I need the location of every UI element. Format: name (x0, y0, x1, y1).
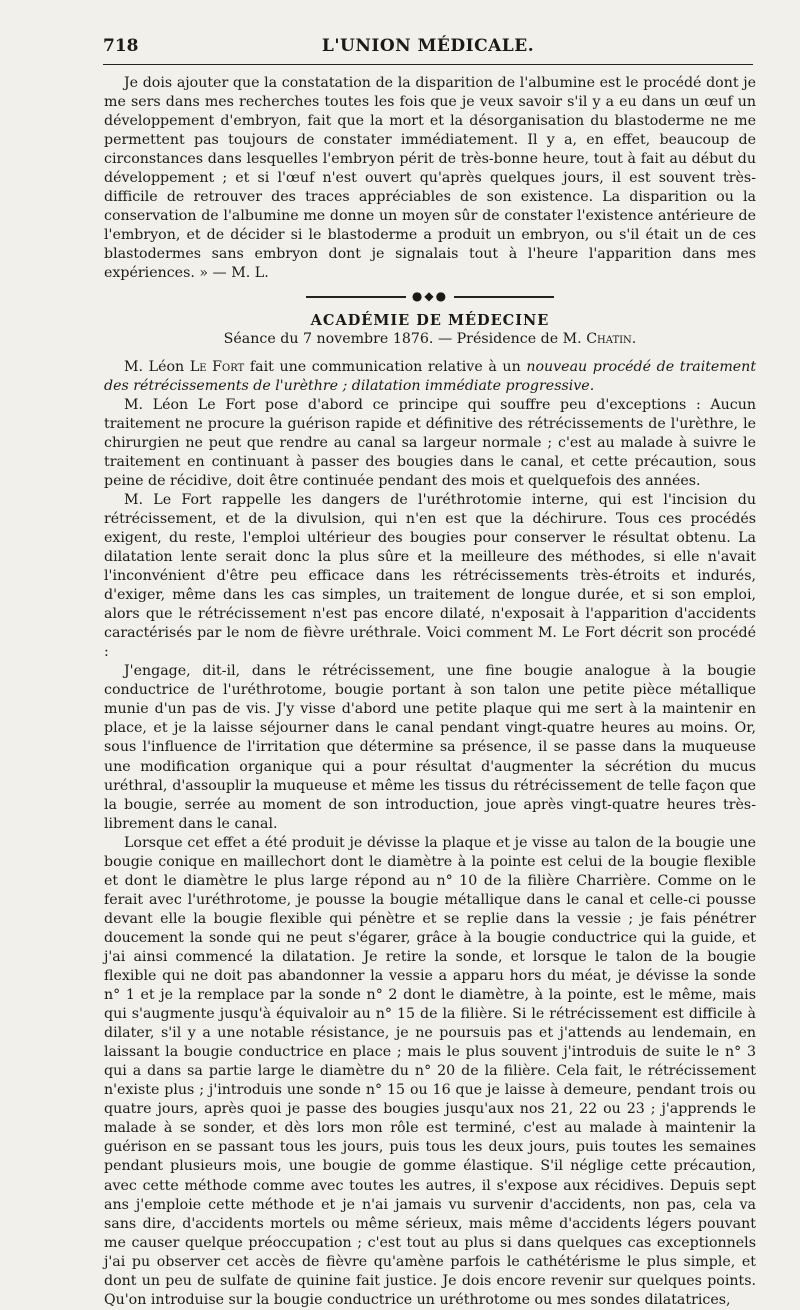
president-name: Chatin. (586, 330, 637, 347)
paragraph-procedure: J'engage, dit-il, dans le rétrécissement, une fine bougie analogue à la bougie conductrice de l'uréthrotome, bougie portant à son talon une petite pièce métallique munie d'un pas de vis. J'y visse d'abord une petite plaque qui me sert à la maintenir en place, et je la laisse séjourner dans le canal pendant vingt-quatre heures au moins. Or, sous l'influence de l'irritation que détermine sa présence, il se passe dans la muqueuse une modification organique qui a pour résultat d'augmenter la sécrétion du mucus uréthral, d'assouplir la muqueuse et même les tissus du rétrécissement de telle façon que la bougie, serrée au moment de son introduction, joue après vingt-quatre heures très-librement dans le canal. (104, 663, 756, 832)
paragraph-dangers: M. Le Fort rappelle les dangers de l'uréthrotomie interne, qui est l'incision du rétrécissement, et de la divulsion, qui n'en est que la déchirure. Tous ces procédés exigent, du reste, l'emploi ultérieur des bougies pour conserver le résultat obtenu. La dilatation lente serait donc la plus sûre et la meilleure des méthodes, si elle n'avait l'inconvénient d'être peu efficace dans les rétrécissements très-étroits et indurés, d'exiger, même dans les cas simples, un traitement de longue durée, et si son emploi, alors que le rétrécissement n'est pas encore dilaté, n'exposait à l'apparition d'accidents caractérisés par le nom de fièvre uréthrale. Voici comment M. Le Fort décrit son procédé : (104, 491, 756, 661)
page-header (103, 32, 753, 66)
seance-line (104, 330, 756, 349)
section-title: ACADÉMIE DE MÉDECINE (310, 311, 550, 329)
communication-author: Le Fort (189, 358, 245, 375)
paragraph-dilatation: Lorsque cet effet a été produit je dévisse la plaque et je visse au talon de la bougie une bougie conique en maillechort dont le diamètre à la pointe est celui de la bougie flexible et dont le diamètre le plus large répond au n° 10 de la filière Charrière. Comme on le ferait avec l'uréthrotome, je pousse la bougie métallique dans le canal et celle-ci pousse devant elle la bougie flexible qui pénètre et se replie dans la vessie ; je fais pénétrer doucement la sonde qui ne peut s'égarer, grâce à la bougie conductrice qui la guide, et j'ai ainsi commencé la dilatation. Je retire la sonde, et lorsque le talon de la bougie flexible qui ne doit pas abandonner la vessie a apparu hors du méat, je dévisse la sonde n° 1 et je la remplace par la sonde n° 2 dont le diamètre, à la pointe, est le même, mais qui s'augmente jusqu'à équivaloir au n° 15 de la filière. Si le rétrécissement est difficile à dilater, s'il y a une notable résistance, je ne poursuis pas et j'attends au lendemain, en laissant la bougie conductrice en place ; mais le plus souvent j'introduis de suite le n° 3 qui a dans sa partie large le diamètre du n° 20 de la filière. Cela fait, le rétrécissement n'existe plus ; j'introduis une sonde n° 15 ou 16 que je laisse à demeure, pendant trois ou quatre jours, après quoi je passe des bougies jusqu'aux nos 21, 22 ou 23 ; j'apprends le malade à se sonder, et dès lors mon rôle est terminé, c'est au malade à maintenir la guérison en se passant tous les jours, puis tous les deux jours, puis toutes les semaines pendant plusieurs mois, une bougie de gomme élastique. S'il néglige cette précaution, avec cette méthode comme avec toutes les autres, il s'expose aux récidives. Depuis sept ans j'emploie cette méthode et je n'ai jamais vu survenir d'accidents, non pas, cela va sans dire, d'accidents mortels ou même sérieux, mais même d'accidents légers pouvant me causer quelque préoccupation ; c'est tout au plus si dans quelques cas exceptionnels j'ai pu observer cet accès de fièvre qu'amène parfois le cathétérisme le plus simple, et dont un peu de sulfate de quinine fait justice. Je dois encore revenir sur quelques points. Qu'on introduise sur la bougie conductrice un uréthrotome ou mes sondes dilatatrices, (104, 834, 756, 1308)
ornament-dots: ●◆● (411, 289, 449, 304)
ornament-line-left (306, 296, 406, 298)
header-rule (103, 64, 753, 65)
page-number: 718 (103, 36, 139, 56)
running-title: L'UNION MÉDICALE. (321, 36, 535, 56)
communication-title: nouveau procédé de traitement des rétrécissements de l'urèthre ; dilatation immédiate progressive. (104, 358, 757, 394)
paragraph-principle: M. Léon Le Fort pose d'abord ce principe qui souffre peu d'exceptions : Aucun traitement ne procure la guérison rapide et définitive des rétrécissements de l'urèthre, le chirurgien ne peut que rendre au canal sa largeur normale ; c'est au malade à suivre le traitement en continuant à passer des bougies dans le canal, et cette précaution, sous peine de récidive, doit être continuée pendant des mois et quelquefois des années. (104, 396, 756, 489)
communication-lead: M. Léon (124, 358, 185, 375)
communication-paragraph (104, 358, 756, 396)
intro-paragraph: Je dois ajouter que la constatation de la disparition de l'albumine est le procédé dont je me sers dans mes recherches toutes les fois que je veux savoir s'il y a eu dans un œuf un développement d'embryon, fait que la mort et la désorganisation du blastoderme ne me permettent pas toujours de constater immédiatement. Il y a, en effet, beaucoup de circonstances dans lesquelles l'embryon périt de très-bonne heure, tout à fait au début du développement ; et si l'œuf n'est ouvert qu'après quelques jours, il est souvent très-difficile de retrouver des traces appréciables de son existence. La disparition ou la conservation de l'albumine me donne un moyen sûr de constater l'existence antérieure de l'embryon, et de décider si le blastoderme a produit un embryon, ou s'il était un de ces blastodermes sans embryon dont je signalais tout à l'heure l'apparition dans mes expériences. » — M. L. (104, 75, 756, 282)
section-ornament (104, 284, 756, 311)
seance-text: Séance du 7 novembre 1876. — Présidence de M. (223, 330, 582, 347)
article-body (104, 74, 756, 1310)
ornament-line-right (454, 296, 554, 298)
communication-verb: fait une communication relative à un (244, 358, 527, 375)
